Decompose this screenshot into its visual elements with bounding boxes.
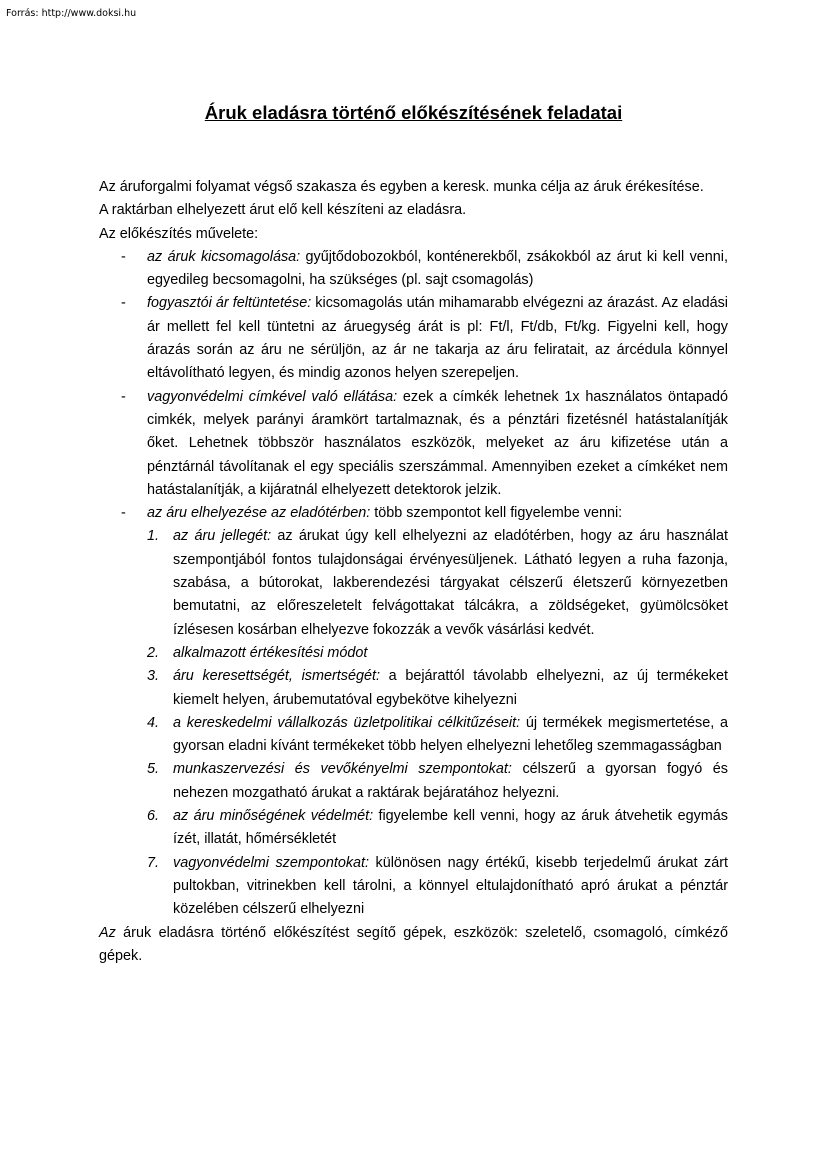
factor-text: célszerű a gyorsan fogyó és nehezen mozgatható árukat a raktárak bejáratához helyezni. [173,761,728,801]
factor-number: 5. [147,761,160,778]
factor-number: 1. [147,528,160,545]
factor-term: áru keresettségét, ismertségét: [173,668,380,685]
factor-item [147,665,728,712]
operation-placement [99,502,728,921]
factor-number: 7. [147,854,160,871]
factor-item [147,642,728,665]
factor-item [147,525,728,641]
factor-text: új termékek megismertetése, a gyorsan eladni kívánt termékeket több helyen elhelyezni lehetőleg szemmagasságban [173,714,728,755]
factor-term: a kereskedelmi vállalkozás üzletpolitikai célkitűzéseit: [173,714,521,731]
factor-term: alkalmazott értékesítési módot [173,644,368,661]
factor-text: figyelembe kell venni, hogy az áruk átvehetik egymás ízét, illatát, hőmérsékletét [173,808,728,848]
intro-line-1: Az áruforgalmi folyamat végső szakasza és egyben a keresk. munka célja az áruk érékesítése. [99,179,704,195]
intro-line-2: A raktárban elhelyezett árut elő kell készíteni az eladásra. [99,202,467,219]
operation-term: vagyonvédelmi címkével való ellátása: [147,388,398,405]
intro-line-3: Az előkészítés művelete: [99,225,259,242]
closing-text: áruk eladásra történő előkészítést segítő gépek, eszközök: szeletelő, csomagoló, címkéző gépek. [99,924,728,964]
factor-term: munkaszervezési és vevőkényelmi szempontokat: [173,761,512,778]
factor-item [147,758,728,805]
page-title: Áruk eladásra történő előkészítésének feladatai [204,102,623,123]
operation-term: fogyasztói ár feltüntetése: [147,295,312,312]
list-marker: - [121,295,126,312]
document-body [99,176,728,968]
operation-unpacking [99,246,728,293]
operation-pricing [99,292,728,385]
operation-text: ezek a címkék lehetnek 1x használatos öntapadó cimkék, melyek parányi áramkört tartalmaznak, és a pénztári fizetésnél hatástalanítják őket. Lehetnek többször használatos eszközök, melyeket az áru kifizetése után a pénztárnál távolítanak el egy speciális szerszámmal. Amennyiben ezeket a címkéket nem hatástalanítják, a kijáratnál elhelyezett detektorok jelzik. [147,388,728,498]
factor-number: 2. [147,644,160,661]
factor-number: 6. [147,808,160,825]
factor-number: 3. [147,668,160,685]
operation-security-tags [99,386,728,502]
factor-text: az árukat úgy kell elhelyezni az eladótérben, hogy az áru használat szempontjából fontos tulajdonságai érvényesüljenek. Látható legyen a ruha fazonja, szabása, a bútorokat, lakberendezési tárgyakat célszerű életszerű környezetben bemutatni, az előreszeletelt felvágottakat tálcákra, a zöldségeket, gyümölcsöket ízlésesen kosárban elhelyezve fokozzák a vevők vásárlási kedvét. [173,528,728,638]
source-label: Forrás: http://www.doksi.hu [6,8,137,19]
placement-factors-list [147,525,728,921]
factor-text: különösen nagy értékű, kisebb terjedelmű árukat zárt pultokban, vitrinekben kell tárolni, a könnyel eltulajdonítható apró árukat a pénztár közelében célszerű elhelyezni [173,854,728,918]
factor-term: az áru jellegét: [173,528,272,545]
factor-item [147,712,728,759]
factor-number: 4. [147,714,160,731]
list-marker: - [121,248,126,265]
factor-term: vagyonvédelmi szempontokat: [173,854,370,871]
operations-list [99,246,728,922]
factor-item [147,805,728,852]
closing-paragraph [99,922,728,969]
factor-text: a bejárattól távolabb elhelyezni, az új termékeket kiemelt helyen, árubemutatóval egybekötve kihelyezni [173,668,728,708]
operation-term: az áru elhelyezése az eladótérben: [147,505,371,522]
operation-text: több szempontot kell figyelembe venni: [370,505,623,522]
list-marker: - [121,505,126,522]
factor-term: az áru minőségének védelmét: [173,808,374,825]
operation-term: az áruk kicsomagolása: [147,248,301,265]
factor-item [147,852,728,922]
operation-text: kicsomagolás után mihamarabb elvégezni az árazást. Az eladási ár mellett fel kell tüntetni az áruegység árát is pl: Ft/l, Ft/db, Ft/kg. Figyelni kell, hogy árazás során az áru ne sérüljön, az ár ne takarja az áru feliratait, az árcédula könnyel eltávolítható legyen, és mindig azonos helyen szerepeljen. [147,295,728,382]
operation-text: gyűjtődobozokból, konténerekből, zsákokból az árut ki kell venni, egyedileg becsomagolni, ha szükséges (pl. sajt csomagolás) [147,248,728,289]
list-marker: - [121,388,126,405]
closing-lead: Az [99,924,116,941]
